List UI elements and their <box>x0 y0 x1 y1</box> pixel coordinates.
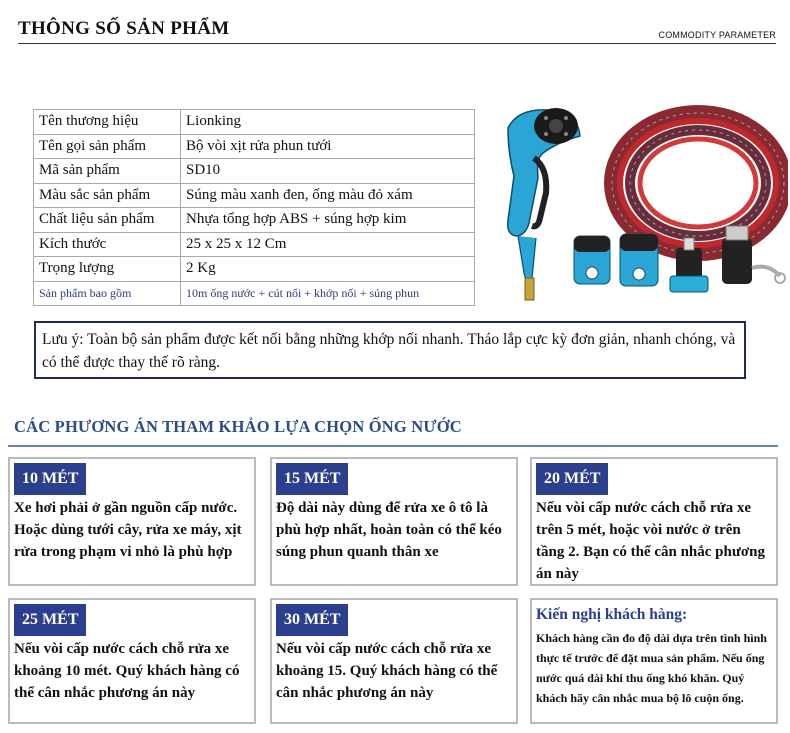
hose-coil-image <box>612 113 784 253</box>
spec-label: Tên gọi sản phẩm <box>34 134 181 159</box>
option-card-15m <box>270 457 518 586</box>
option-text: Nếu vòi cấp nước cách chỗ rửa xe trên 5 mét, hoặc vòi nước ở trên tầng 2. Bạn có thể cân nhắc phương án này <box>536 500 766 582</box>
spec-value: 25 x 25 x 12 Cm <box>181 232 475 257</box>
option-card-25m <box>8 598 256 724</box>
page-title: THÔNG SỐ SẢN PHẨM <box>18 18 230 39</box>
spec-row <box>34 134 475 159</box>
advice-card <box>530 598 778 724</box>
spec-row <box>34 110 475 135</box>
spec-label: Màu sắc sản phẩm <box>34 183 181 208</box>
note-box: Lưu ý: Toàn bộ sản phẩm được kết nối bằng những khớp nối nhanh. Tháo lắp cực kỳ đơn giản, nhanh chóng, và có thể được thay thế rõ ràng. <box>34 321 746 379</box>
spec-row <box>34 183 475 208</box>
spec-label: Kích thước <box>34 232 181 257</box>
header-divider <box>18 43 776 44</box>
spec-row <box>34 208 475 233</box>
spec-value: SD10 <box>181 159 475 184</box>
option-text: Độ dài này dùng để rửa xe ô tô là phù hợp nhất, hoàn toàn có thể kéo súng phun quanh thân xe <box>276 500 502 560</box>
spec-value: Súng màu xanh đen, ống màu đỏ xám <box>181 183 475 208</box>
section-divider <box>8 445 778 447</box>
spec-value: Bộ vòi xịt rửa phun tưới <box>181 134 475 159</box>
spec-row <box>34 232 475 257</box>
spec-label: Mã sản phẩm <box>34 159 181 184</box>
spec-value: 2 Kg <box>181 257 475 282</box>
spec-value: Lionking <box>181 110 475 135</box>
spec-row <box>34 159 475 184</box>
option-tag: 10 MÉT <box>14 463 86 495</box>
spec-label: Sản phẩm bao gồm <box>34 281 181 306</box>
section-title: CÁC PHƯƠNG ÁN THAM KHẢO LỰA CHỌN ỐNG NƯỚC <box>14 417 462 436</box>
advice-title: Kiến nghị khách hàng: <box>536 606 688 623</box>
option-tag: 25 MÉT <box>14 604 86 636</box>
spec-label: Tên thương hiệu <box>34 110 181 135</box>
spec-value: Nhựa tổng hợp ABS + súng hợp kim <box>181 208 475 233</box>
option-card-10m <box>8 457 256 586</box>
spec-label: Trọng lượng <box>34 257 181 282</box>
spec-value: 10m ống nước + cút nối + khớp nối + súng phun <box>181 281 475 306</box>
page-subtitle: COMMODITY PARAMETER <box>658 30 776 40</box>
spec-table <box>33 109 475 306</box>
spec-row <box>34 281 475 306</box>
spray-gun-image <box>508 108 580 300</box>
option-card-30m <box>270 598 518 724</box>
option-text: Nếu vòi cấp nước cách chỗ rửa xe khoảng 15. Quý khách hàng có thể cân nhắc phương án này <box>276 641 498 701</box>
option-card-20m <box>530 457 778 586</box>
option-text: Nếu vòi cấp nước cách chỗ rửa xe khoảng 10 mét. Quý khách hàng có thể cân nhắc phương án này <box>14 641 240 701</box>
option-text: Xe hơi phải ở gần nguồn cấp nước. Hoặc dùng tưới cây, rửa xe máy, xịt rửa trong phạm vi nhỏ là phù hợp <box>14 500 242 560</box>
option-tag: 30 MÉT <box>276 604 348 636</box>
spec-row <box>34 257 475 282</box>
product-image <box>488 98 788 308</box>
spec-label: Chất liệu sản phẩm <box>34 208 181 233</box>
option-tag: 20 MÉT <box>536 463 608 495</box>
advice-text: Khách hàng cần đo độ dài dựa trên tình hình thực tế trước để đặt mua sản phẩm. Nếu ống nước quá dài khi thu ống khó khăn. Quý khách hãy cân nhắc mua bộ lô cuộn ống. <box>536 631 767 705</box>
option-tag: 15 MÉT <box>276 463 348 495</box>
